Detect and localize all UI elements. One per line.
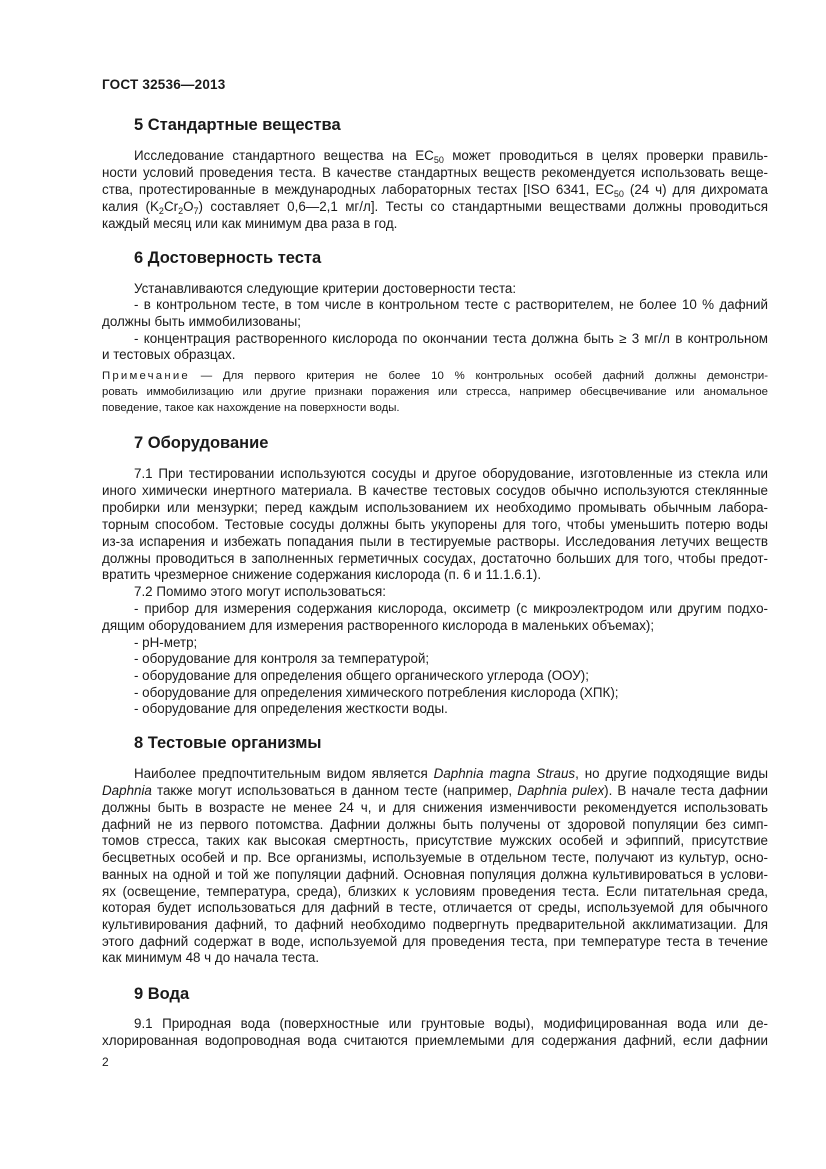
s9-line-1: 9.1 Природная вода (поверхностные или грунтовые воды), модифицированная вода или де- <box>134 1016 768 1031</box>
s8-line: ванных на одной и той же популяции дафний. Основная популяция должна культивироваться в услови- <box>102 867 768 882</box>
s8-line: этого дафний содержат в воде, используемой для проведения теста, при температуре теста в течение <box>102 934 768 949</box>
s8-line: которая будет использоваться для дафний в тесте, отличается от среды, используемой для обычного <box>102 900 768 915</box>
s7-line: дящим оборудованием для измерения растворенного кислорода в маленьких объемах); <box>102 618 655 633</box>
s6-line-2: - в контрольном тесте, в том числе в контрольном тесте с растворителем, не более 10 % дафний <box>134 297 768 312</box>
s7-line: торным способом. Тестовые сосуды должны быть укупорены для того, чтобы уменьшить потерю воды <box>102 517 768 532</box>
s7-list-item: - оборудование для определения общего органического углерода (ООУ); <box>134 668 589 683</box>
s8-line-1: Наиболее предпочтительным видом является Daphnia magna Straus, но другие подходящие виды <box>134 766 768 781</box>
s8-line: ях (освещение, температура, среда), близких к условиям проведения теста. Если питательная среда, <box>102 884 768 899</box>
s6-line-5: и тестовых образцах. <box>102 347 236 362</box>
s7-line: 7.2 Помимо этого могут использоваться: <box>134 584 386 599</box>
note-label: Примечание <box>102 370 190 382</box>
note-line-2: ровать иммобилизацию или другие признаки поражения или стресса, например обесцвечивание или аномальное <box>102 386 768 398</box>
s8-line: бесцветных особей и пр. Все организмы, используемые в отдельном тесте, получают из культур, осно- <box>102 850 768 865</box>
s5-line-1: Исследование стандартного вещества на $EC_{50}$ может проводиться в целях проверки правиль- <box>134 148 768 165</box>
s5-line-3: ства, протестированные в международных лабораторных тестах [ISO 6341, $EC_{50}$ (24 ч) для дихромата <box>102 182 768 199</box>
s8-line: дафний не из первого потомства. Дафнии должны быть получены от здоровой популяции без симп- <box>102 817 768 832</box>
s8-line: культивирования дафний, то дафний необходимо подвергнуть предварительной акклиматизации. Для <box>102 917 768 932</box>
s7-list-item: - оборудование для определения химического потребления кислорода (ХПК); <box>134 685 619 700</box>
note-line-1: Примечание — Для первого критерия не более 10 % контрольных особей дафний должны демонстри- <box>102 370 768 382</box>
s7-line: 7.1 При тестировании используются сосуды и другое оборудование, изготовленные из стекла или <box>134 466 768 481</box>
section-6-title: 6 Достоверность теста <box>134 249 322 267</box>
s7-list-item: - оборудование для определения жесткости воды. <box>134 701 448 716</box>
s5-line-4: калия $(K_2Cr_2O_7)$ составляет 0,6—2,1 мг/л]. Тесты со стандартными веществами должны проводиться <box>102 199 768 216</box>
s7-line: - прибор для измерения содержания кислорода, оксиметр (с микроэлектродом или другим подхо- <box>134 601 768 616</box>
s8-line: томов стресса, таких как высокая смертность, присутствие мужских особей и эфиппий, присутствие <box>102 833 768 848</box>
section-5-title: 5 Стандартные вещества <box>134 116 341 134</box>
section-9-title: 9 Вода <box>134 985 190 1003</box>
s9-line-2: хлорированная водопроводная вода считаются приемлемыми для содержания дафний, если дафнии <box>102 1033 768 1048</box>
s7-line: пробирки или мензурки; перед каждым использованием их необходимо промывать обычным лабора- <box>102 500 768 515</box>
s7-line: иного химически инертного материала. В качестве тестовых сосудов обычно используются стеклянные <box>102 483 768 498</box>
s5-line-2: ности условий проведения теста. В качестве стандартных веществ рекомендуется использовать веще- <box>102 165 768 180</box>
s6-line-1: Устанавливаются следующие критерии достоверности теста: <box>134 281 517 296</box>
s7-line: вратить чрезмерное снижение содержания кислорода (п. 6 и 11.1.6.1). <box>102 567 542 582</box>
s6-line-4: - концентрация растворенного кислорода по окончании теста должна быть ≥ 3 мг/л в контрольном <box>134 331 768 346</box>
s7-line: из-за испарения и избежать попадания пыли в тестируемые растворы. Исследования летучих веществ <box>102 534 768 549</box>
s8-line: должны быть в возрасте не менее 24 ч, и для снижения изменчивости рекомендуется использовать <box>102 800 768 815</box>
s7-line: должны проводиться в заполненных герметичных сосудах, достаточно больших для того, чтобы предот- <box>102 551 768 566</box>
s7-list-item: - pH-метр; <box>134 635 198 650</box>
page-number: 2 <box>102 1055 109 1069</box>
section-8-title: 8 Тестовые организмы <box>134 734 322 752</box>
standard-header: ГОСТ 32536—2013 <box>102 77 226 92</box>
s5-line-5: каждый месяц или как минимум два раза в год. <box>102 216 398 231</box>
s8-line-2: Daphnia также могут использоваться в данном тесте (например, Daphnia pulex). В начале теста дафнии <box>102 783 768 798</box>
s6-line-3: должны быть иммобилизованы; <box>102 314 301 329</box>
section-7-title: 7 Оборудование <box>134 434 269 452</box>
s8-line: как минимум 48 ч до начала теста. <box>102 950 320 965</box>
s7-list-item: - оборудование для контроля за температурой; <box>134 651 430 666</box>
note-line-3: поведение, такое как нахождение на поверхности воды. <box>102 402 400 414</box>
